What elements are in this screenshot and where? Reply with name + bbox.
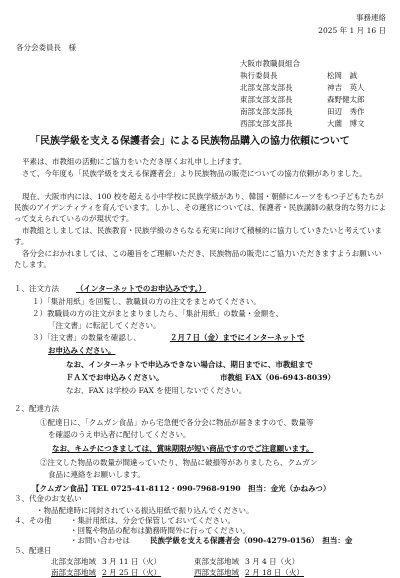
schedule-date: 2 月 25 日（火） xyxy=(102,568,161,577)
sender-role: 東部支部支部長 xyxy=(240,95,293,104)
order-deadline: ２月７日（金）までにインターネットで xyxy=(170,333,305,342)
schedule-area: 東部支部地域 xyxy=(193,557,239,566)
section-heading: ３、代金のお支払い xyxy=(14,494,82,503)
sender-org: 大阪市教職員組合 xyxy=(240,59,300,68)
body-paragraph: さて、今年度も「民族学級を支える保護者会」より民族物品の販売についての協力依頼がありました。 xyxy=(22,169,367,178)
order-step: １）「集計用紙」を回覧し、教職員の方の注文をまとめてください。 xyxy=(32,297,261,306)
delivery-note: を確認のうえ申込者に配付してください。 xyxy=(48,430,191,439)
sender-role: 南部支部支部長 xyxy=(240,107,293,116)
sender-role: 執行委員長 xyxy=(240,71,278,80)
sender-role: 北部支部支部長 xyxy=(240,83,293,92)
supplier-contact: 【クムガン食品】TEL 0725-41-8112・090-7968-9190 担当：金光（かねみつ） xyxy=(32,484,331,493)
schedule-table xyxy=(48,556,302,567)
association-contact: 民族学級を支える保護者会（090-4279-0156） 担当：金 xyxy=(150,536,353,545)
doc-type: 事務連絡 xyxy=(356,13,386,22)
kimchi-warning: なお、キムチにつきましては、賞味期限が短い商品ですのでご注意願います。 xyxy=(52,444,314,453)
sender-name: 田辺 秀作 xyxy=(327,107,365,116)
delivery-note: 食品に連絡をお願いします。 xyxy=(48,470,145,479)
section-heading: １、注文方法 xyxy=(14,284,59,293)
schedule-date: 3 月 11 日（火） xyxy=(102,557,161,566)
order-step-cont: お申込みください。 xyxy=(48,346,116,355)
body-paragraph: 現在、大阪市内には、100 校を超える小中学校に民族学級があり、韓国・朝鮮にルーツをもつ子どもたちが民族のアイデンティティを育んでいます。しかし、その運営については、保護者・民族講師の献身的な努力によって支えられているのが現状です。 xyxy=(14,192,387,223)
order-step-cont: 「注文書」に転記してください。 xyxy=(48,321,161,330)
sender-role: 西部支部支部長 xyxy=(240,119,293,128)
other-note: ・回覧や物品の配布は勤務時間外に行ってください。 xyxy=(70,526,250,535)
document-date: 2025 年 1 月 16 日 xyxy=(318,26,386,35)
body-paragraph: 市教組としましては、民族教育・民族学級のさらなる充実に向けて積極的に協力していきたいと考えています。 xyxy=(14,226,382,246)
page-title: 「民族学級を支える保護者会」による民族物品購入の協力依頼について xyxy=(30,136,350,147)
fax-number: 市教組 FAX（06-6943-8039） xyxy=(220,373,336,382)
schedule-area: 南部支部地域 xyxy=(51,568,96,577)
recipient: 各分会委員長 様 xyxy=(16,43,76,52)
delivery-note: ②注文した物品の数量が間違っていたり、物品に破損等がありましたら、クムガン xyxy=(40,458,318,467)
section-heading-note: （インターネットでのお申込みです。） xyxy=(76,284,206,293)
sender-name: 森野健太郎 xyxy=(327,95,365,104)
section-heading: ２、配達方法 xyxy=(14,404,59,413)
other-note: ・お問い合わせは xyxy=(70,536,130,545)
payment-note: ・物品配達時に同封されている振込用紙で振り込んでください。 xyxy=(36,506,254,515)
order-step: ３）「注文書」の数量を確認し、 xyxy=(32,333,141,342)
order-step: ２）教職員の方の注文がまとまりましたら、「集計用紙」の数量・金額を、 xyxy=(32,309,284,318)
fax-note: ＦＡＸでお申込みください。 xyxy=(66,373,164,382)
delivery-note: ①配達日に、「クムガン食品」から宅急便で各分会に物品が届きますので、数量等 xyxy=(40,418,314,427)
sender-name: 大薗 博文 xyxy=(327,119,365,128)
schedule-date: 3 月 4 日（火） xyxy=(244,557,300,566)
schedule-area: 北部支部地域 xyxy=(51,557,96,566)
sender-name: 松岡 誠 xyxy=(327,71,357,80)
schedule-table xyxy=(48,567,307,578)
section-heading: ４、その他 xyxy=(14,516,52,525)
schedule-date: 2 月 18 日（火） xyxy=(244,568,304,577)
fax-note: なお、インターネットで申込みできない場合は、期日までに、市教組まで xyxy=(66,360,313,369)
schedule-area: 西部支部地域 xyxy=(193,568,239,577)
body-paragraph: 各分会におかれましては、この趣旨をご理解いただき、民族物品の販売にご協力いただきますようお願いいたします。 xyxy=(14,249,382,269)
body-paragraph: 平素は、市教組の活動にご協力をいただき厚くお礼申し上げます。 xyxy=(22,157,247,166)
sender-name: 神吉 英人 xyxy=(327,83,365,92)
section-heading: ５、配達日 xyxy=(14,546,52,555)
other-note: ・集計用紙は、分会で保管しておいてください。 xyxy=(70,516,235,525)
fax-note: なお、FAX は学校の FAX を使用しないでください。 xyxy=(66,386,247,395)
